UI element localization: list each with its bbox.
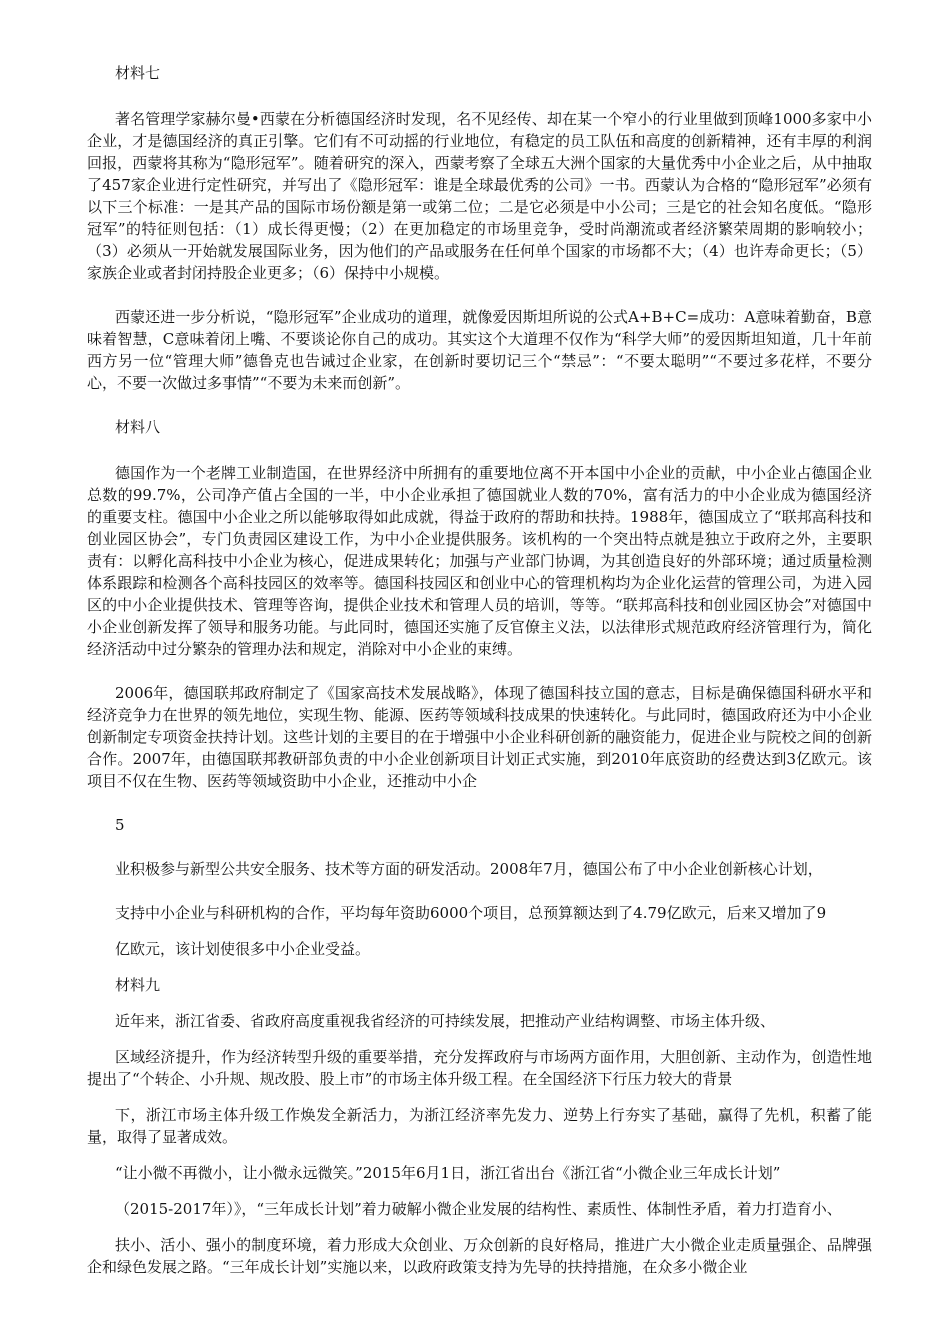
paragraph-m7-1: 著名管理学家赫尔曼•西蒙在分析德国经济时发现，名不见经传、却在某一个窄小的行业里做到顶峰1000多家中小企业，才是德国经济的真正引擎。它们有不可动摇的行业地位，有稳定的员工队伍和高度的创新精神，还有丰厚的利润回报，西蒙将其称为“隐形冠军”。随着研究的深入，西蒙考察了全球五大洲个国家的大量优秀中小企业之后，从中抽取了457家企业进行定性研究，并写出了《隐形冠军：谁是全球最优秀的公司》一书。西蒙认为合格的“隐形冠军”必须有以下三个标准：一是其产品的国际市场份额是第一或第二位；二是它必须是中小公司；三是它的社会知名度低。“隐形冠军”的特征则包括：（1）成长得更慢；（2）在更加稳定的市场里竞争，受时尚潮流或者经济繁荣周期的影响较小；（3）必须从一开始就发展国际业务，因为他们的产品或服务在任何单个国家的市场都不大；（4）也许寿命更长；（5）家族企业或者封闭持股企业更多；（6）保持中小规模。 — [87, 110, 872, 282]
section-heading-m8: 材料八 — [115, 418, 161, 436]
paragraph-m9-2: 区域经济提升，作为经济转型升级的重要举措，充分发挥政府与市场两方面作用，大胆创新、主动作为，创造性地提出了“个转企、小升规、规改股、股上市”的市场主体升级工程。在全国经济下行压力较大的背景 — [87, 1048, 872, 1088]
paragraph-m8-4: 支持中小企业与科研机构的合作，平均每年资助6000个项目，总预算额达到了4.79亿欧元，后来又增加了9 — [115, 904, 827, 922]
paragraph-m9-1: 近年来，浙江省委、省政府高度重视我省经济的可持续发展，把推动产业结构调整、市场主体升级、 — [115, 1012, 776, 1030]
paragraph-m9-6: 扶小、活小、强小的制度环境，着力形成大众创业、万众创新的良好格局，推进广大小微企业走质量强企、品牌强企和绿色发展之路。“三年成长计划”实施以来，以政府政策支持为先导的扶持措施，在众多小微企业 — [87, 1236, 872, 1276]
paragraph-m8-2: 2006年，德国联邦政府制定了《国家高技术发展战略》，体现了德国科技立国的意志，目标是确保德国科研水平和经济竞争力在世界的领先地位，实现生物、能源、医药等领域科技成果的快速转化。与此同时，德国政府还为中小企业创新制定专项资金扶持计划。这些计划的主要目的在于增强中小企业科研创新的融资能力，促进企业与院校之间的创新合作。2007年，由德国联邦教研部负责的中小企业创新项目计划正式实施，到2010年底资助的经费达到3亿欧元。该项目不仅在生物、医药等领域资助中小企业，还推动中小企 — [87, 684, 872, 790]
paragraph-m9-5: （2015-2017年）》，“三年成长计划”着力破解小微企业发展的结构性、素质性、体制性矛盾，着力打造育小、 — [115, 1200, 842, 1218]
page-number: 5 — [115, 816, 125, 834]
section-heading-m9: 材料九 — [115, 976, 161, 994]
paragraph-m8-1: 德国作为一个老牌工业制造国，在世界经济中所拥有的重要地位离不开本国中小企业的贡献，中小企业占德国企业总数的99.7%，公司净产值占全国的一半，中小企业承担了德国就业人数的70%，富有活力的中小企业成为德国经济的重要支柱。德国中小企业之所以能够取得如此成就，得益于政府的帮助和扶持。1988年，德国成立了“联邦高科技和创业园区协会”，专门负责园区建设工作，为中小企业提供服务。该机构的一个突出特点就是独立于政府之外，主要职责有：以孵化高科技中小企业为核心，促进成果转化；加强与产业部门协调，为其创造良好的外部环境；通过质量检测体系跟踪和检测各个高科技园区的效率等。德国科技园区和创业中心的管理机构均为企业化运营的管理公司，为进入园区的中小企业提供技术、管理等咨询，提供企业技术和管理人员的培训，等等。“联邦高科技和创业园区协会”对德国中小企业创新发挥了领导和服务功能。与此同时，德国还实施了反官僚主义法，以法律形式规范政府经济管理行为，简化经济活动中过分繁杂的管理办法和规定，消除对中小企业的束缚。 — [87, 464, 872, 658]
paragraph-m9-4: “让小微不再微小，让小微永远微笑。”2015年6月1日，浙江省出台《浙江省“小微企业三年成长计划” — [115, 1164, 781, 1182]
paragraph-m8-5: 亿欧元，该计划使很多中小企业受益。 — [115, 940, 371, 958]
paragraph-m9-3: 下，浙江市场主体升级工作焕发全新活力，为浙江经济率先发力、逆势上行夯实了基础，赢得了先机，积蓄了能量，取得了显著成效。 — [87, 1106, 872, 1146]
paragraph-m7-2: 西蒙还进一步分析说，“隐形冠军”企业成功的道理，就像爱因斯坦所说的公式A+B+C=成功：A意味着勤奋，B意味着智慧，C意味着闭上嘴、不要谈论你自己的成功。其实这个大道理不仅作为“科学大师”的爱因斯坦知道，几十年前西方另一位“管理大师”德鲁克也告诫过企业家，在创新时要切记三个“禁忌”：“不要太聪明”“不要过多花样，不要分心，不要一次做过多事情”“不要为未来而创新”。 — [87, 308, 872, 392]
paragraph-m8-3: 业积极参与新型公共安全服务、技术等方面的研发活动。2008年7月，德国公布了中小企业创新核心计划， — [115, 860, 823, 878]
section-heading-m7: 材料七 — [115, 64, 161, 82]
document-page — [87, 62, 872, 1278]
